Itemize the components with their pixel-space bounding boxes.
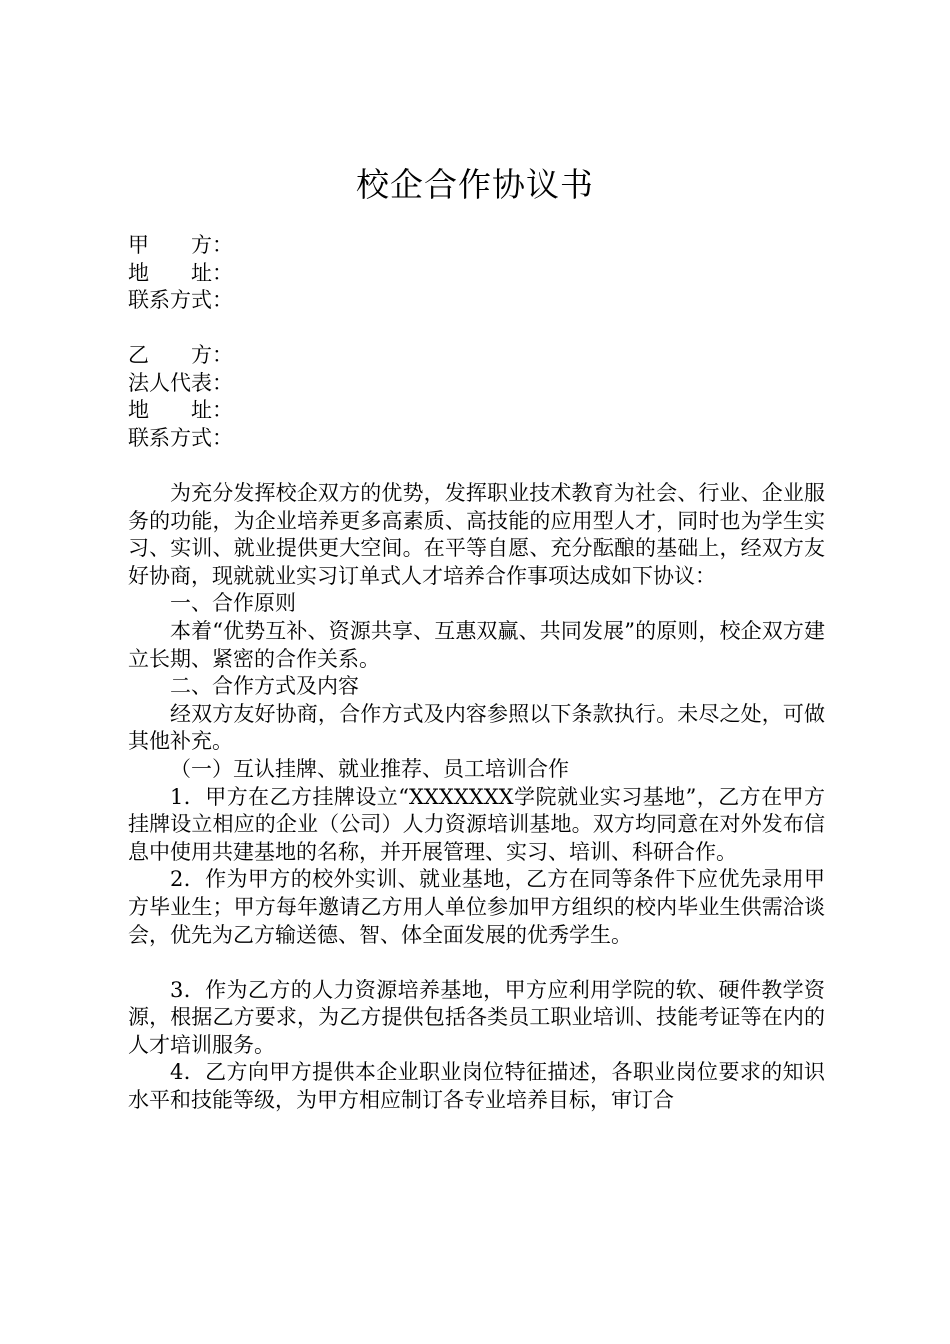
party-a-address-label-1: 地 xyxy=(128,260,149,285)
party-b-name-label-1: 乙 xyxy=(128,343,149,367)
agreement-body xyxy=(128,480,825,1115)
clause-1: 1．甲方在乙方挂牌设立“XXXXXXX学院就业实习基地”，乙方在甲方挂牌设立相应的企业（公司）人力资源培训基地。双方均同意在对外发布信息中使用共建基地的名称，并开展管理、实习、培训、科研合作。 xyxy=(128,784,825,864)
party-b-name-label-2: 方： xyxy=(191,343,233,367)
methods-paragraph: 经双方友好协商，合作方式及内容参照以下条款执行。未尽之处，可做其他补充。 xyxy=(128,701,825,754)
party-b-contact-field xyxy=(128,425,828,453)
party-b-address-field xyxy=(128,397,828,425)
document-title: 校企合作协议书 xyxy=(356,165,594,204)
subsection-heading-1: （一）互认挂牌、就业推荐、员工培训合作 xyxy=(170,756,569,781)
section-heading-methods: 二、合作方式及内容 xyxy=(170,674,359,699)
principles-paragraph: 本着“优势互补、资源共享、互惠双赢、共同发展”的原则，校企双方建立长期、紧密的合作关系。 xyxy=(128,618,825,671)
party-a-address-label-2: 址： xyxy=(191,260,233,285)
clause-3: 3．作为乙方的人力资源培养基地，甲方应利用学院的软、硬件教学资源，根据乙方要求，为乙方提供包括各类员工职业培训、技能考证等在内的人才培训服务。 xyxy=(128,977,825,1057)
party-b-name-field xyxy=(128,342,828,370)
party-a-address-field xyxy=(128,260,828,288)
party-b-info xyxy=(128,342,828,452)
clause-2: 2．作为甲方的校外实训、就业基地，乙方在同等条件下应优先录用甲方毕业生；甲方每年邀请乙方用人单位参加甲方组织的校内毕业生供需洽谈会，优先为乙方输送德、智、体全面发展的优秀学生。 xyxy=(128,867,825,947)
party-a-name-field xyxy=(128,232,828,260)
party-b-legal-rep-field xyxy=(128,370,828,398)
party-a-name-label-1: 甲 xyxy=(128,233,149,257)
intro-paragraph: 为充分发挥校企双方的优势，发挥职业技术教育为社会、行业、企业服务的功能，为企业培养更多高素质、高技能的应用型人才，同时也为学生实习、实训、就业提供更大空间。在平等自愿、充分酝酿的基础上，经双方友好协商，现就就业实习订单式人才培养合作事项达成如下协议： xyxy=(128,481,825,588)
clause-4: 4．乙方向甲方提供本企业职业岗位特征描述，各职业岗位要求的知识水平和技能等级，为甲方相应制订各专业培养目标，审订合 xyxy=(128,1060,825,1113)
party-a-contact-label: 联系方式： xyxy=(128,288,233,313)
party-a-name-label-2: 方： xyxy=(191,233,233,257)
party-b-address-label-2: 址： xyxy=(191,398,233,423)
section-heading-principles: 一、合作原则 xyxy=(170,591,296,616)
party-a-info xyxy=(128,232,828,315)
party-a-contact-field xyxy=(128,287,828,315)
party-b-contact-label: 联系方式： xyxy=(128,425,233,450)
party-b-legal-rep-label: 法人代表： xyxy=(128,370,233,395)
party-b-address-label-1: 地 xyxy=(128,398,149,423)
